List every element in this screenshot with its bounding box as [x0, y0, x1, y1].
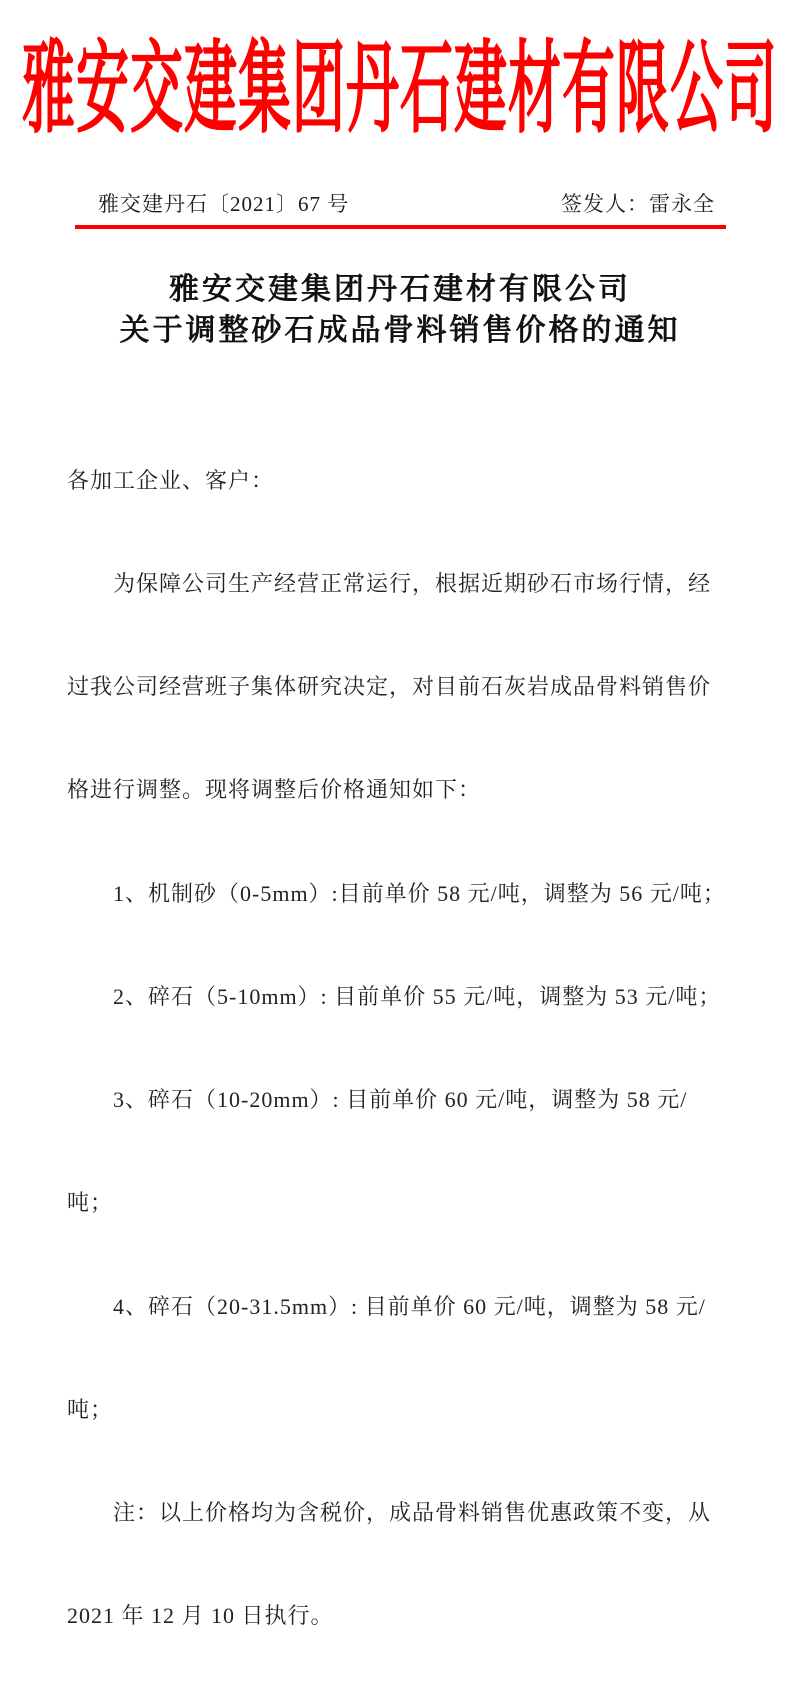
issuer-name: 签发人：雷永全: [561, 192, 715, 216]
body-line: 为保障公司生产经营正常运行，根据近期砂石市场行情，经: [67, 571, 712, 597]
company-name-masthead: 雅安交建集团丹石建材有限公司: [22, 35, 778, 146]
body-line: 吨；: [67, 1396, 114, 1422]
red-letterhead: [0, 16, 800, 146]
notice-title-line2: 关于调整砂石成品骨料销售价格的通知: [119, 314, 681, 347]
red-divider-rule: [75, 225, 726, 229]
body-line-price-item: 1、机制砂（0-5mm）:目前单价 58 元/吨，调整为 56 元/吨；: [67, 880, 726, 906]
official-notice-document: [0, 16, 800, 1629]
notice-title-line1: 雅安交建集团丹石建材有限公司: [169, 273, 631, 306]
body-line-note: 注：以上价格均为含税价，成品骨料销售优惠政策不变，从: [67, 1500, 712, 1525]
document-number: 雅交建丹石〔2021〕67 号: [98, 192, 350, 216]
notice-title: [0, 269, 800, 351]
document-info-row: [67, 188, 733, 218]
body-line-price-item: 3、碎石（10-20mm）: 目前单价 60 元/吨，调整为 58 元/: [67, 1087, 688, 1113]
body-line: 各加工企业、客户：: [67, 467, 275, 493]
body-line: 过我公司经营班子集体研究决定，对目前石灰岩成品骨料销售价: [67, 674, 712, 700]
body-line: 格进行调整。现将调整后价格通知如下：: [67, 777, 482, 803]
body-line-price-item: 4、碎石（20-31.5mm）: 目前单价 60 元/吨，调整为 58 元/: [67, 1293, 706, 1319]
body-line-price-item: 2、碎石（5-10mm）: 目前单价 55 元/吨，调整为 53 元/吨；: [67, 983, 722, 1009]
body-line-effective-date: 2021 年 12 月 10 日执行。: [67, 1603, 334, 1629]
notice-body: [67, 395, 733, 1702]
body-line: 吨；: [67, 1190, 114, 1216]
